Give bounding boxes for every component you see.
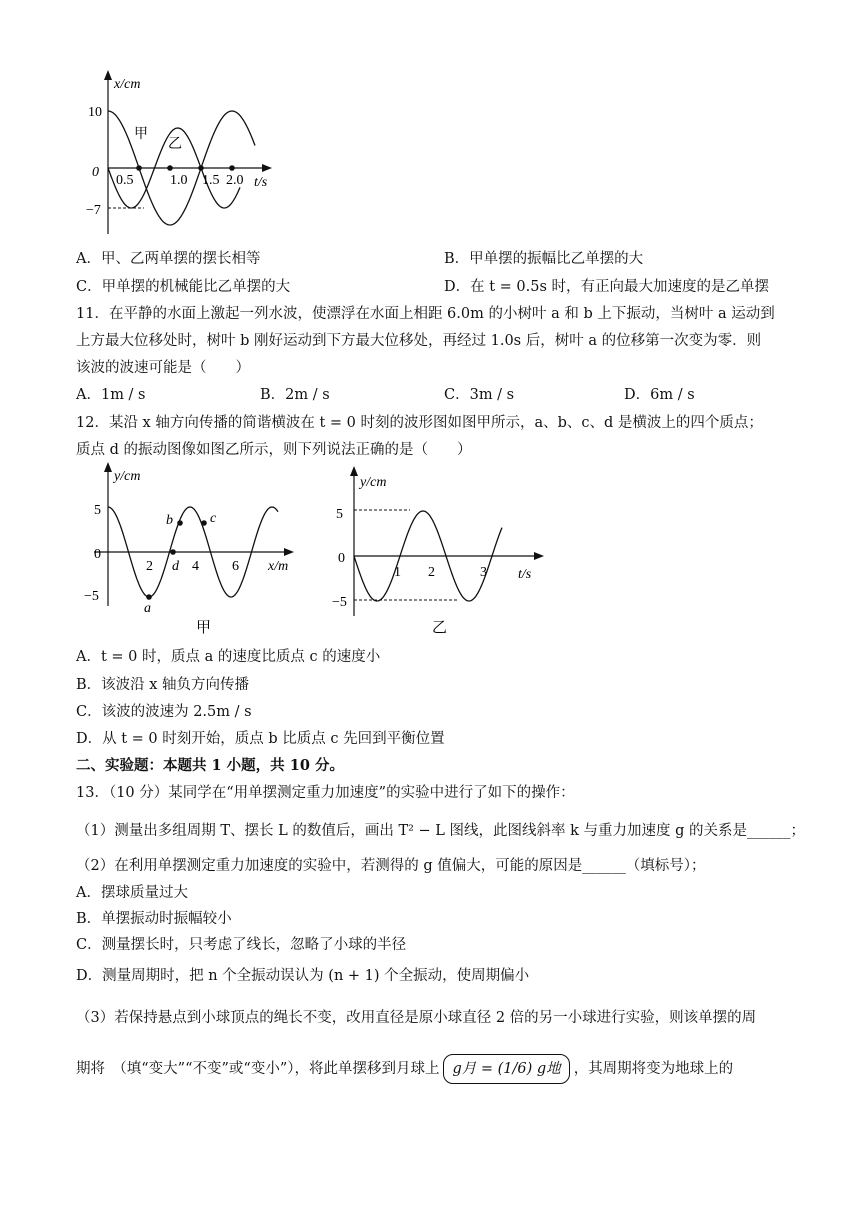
q13-part2: （2）在利用单摆测定重力加速度的实验中，若测得的 g 值偏大，可能的原因是______（填标号）；	[76, 858, 706, 874]
q13-part3-text-a: 期将 （填“变大”“不变”或“变小”），将此单摆移到月球上	[76, 1061, 440, 1077]
crossing-dot	[198, 165, 204, 171]
q10-option-c: C．甲单摆的机械能比乙单摆的大	[76, 279, 291, 295]
q13-part3-line2	[76, 1054, 733, 1084]
q11-option-d: D．6m / s	[624, 387, 695, 403]
x-tick-label: 1.0	[170, 173, 188, 188]
origin-label: 0	[92, 165, 99, 180]
section-title: 二、实验题：本题共 1 小题，共 10 分。	[76, 757, 344, 774]
q12-option-c: C．该波的波速为 2.5m / s	[76, 704, 252, 720]
q12-option-a: A．t = 0 时，质点 a 的速度比质点 c 的速度小	[76, 649, 381, 665]
x-tick-label: 4	[192, 559, 199, 574]
crossing-dot	[167, 165, 173, 171]
y-tick-label: 10	[88, 105, 102, 120]
graph-yi	[332, 466, 552, 642]
point-label-a: a	[144, 601, 151, 616]
q13-option-c: C．测量摆长时，只考虑了线长，忽略了小球的半径	[76, 937, 407, 953]
y-tick-label: −5	[332, 595, 347, 610]
point-label-c: c	[210, 511, 217, 526]
q11-text-line1: 11．在平静的水面上激起一列水波，使漂浮在水面上相距 6.0m 的小树叶 a 和 b 上下振动，当树叶 a 运动到	[76, 306, 775, 322]
y-tick-label: 0	[338, 551, 345, 566]
y-axis-label: x/cm	[114, 77, 141, 92]
y-tick-label: −7	[86, 203, 101, 218]
q12-option-b: B．该波沿 x 轴负方向传播	[76, 677, 250, 693]
x-tick-label: 3	[480, 565, 487, 580]
q12-option-d: D．从 t = 0 时刻开始，质点 b 比质点 c 先回到平衡位置	[76, 731, 445, 747]
q13-intro: 13．（10 分）某同学在“用单摆测定重力加速度”的实验中进行了如下的操作：	[76, 785, 575, 801]
x-tick-label: 2	[146, 559, 153, 574]
x-axis-label: t/s	[518, 567, 532, 582]
crossing-dot	[136, 165, 142, 171]
x-tick-label: 1.5	[202, 173, 220, 188]
y-tick-label: 5	[94, 503, 101, 518]
x-tick-label: 1	[394, 565, 401, 580]
y-tick-label: −5	[84, 589, 99, 604]
crossing-dot	[229, 165, 235, 171]
q13-option-b: B．单摆振动时振幅较小	[76, 911, 232, 927]
point-b	[177, 520, 183, 526]
x-axis-label: t/s	[254, 175, 268, 190]
point-a	[146, 594, 152, 600]
q13-part3-line1: （3）若保持悬点到小球顶点的绳长不变，改用直径是原小球直径 2 倍的另一小球进行实验，则该单摆的周	[76, 1010, 757, 1026]
q12-text-line2: 质点 d 的振动图像如图乙所示，则下列说法正确的是（ ）	[76, 442, 472, 458]
q13-option-d: D．测量周期时，把 n 个全振动误认为 (n + 1) 个全振动，使周期偏小	[76, 968, 530, 984]
graph-q10	[80, 64, 280, 244]
q10-option-b: B．甲单摆的振幅比乙单摆的大	[444, 251, 644, 267]
y-axis-label: y/cm	[114, 469, 141, 484]
graph-jia	[82, 460, 302, 640]
caption-jia: 甲	[196, 620, 212, 636]
q12-text-line1: 12．某沿 x 轴方向传播的简谐横波在 t = 0 时刻的波形图如图甲所示，a、b、c、d 是横波上的四个质点；	[76, 415, 763, 431]
q11-text-line2: 上方最大位移处时，树叶 b 刚好运动到下方最大位移处，再经过 1.0s 后，树叶 a 的位移第一次变为零．则	[76, 333, 762, 349]
caption-yi: 乙	[432, 620, 448, 636]
point-label-b: b	[166, 513, 173, 528]
q13-part3-text-b: ，其周期将变为地球上的	[573, 1061, 734, 1077]
q11-text-line3: 该波的波速可能是（ ）	[76, 360, 250, 376]
q10-option-a: A．甲、乙两单摆的摆长相等	[76, 251, 261, 267]
y-tick-label: 0	[94, 547, 101, 562]
q10-option-d: D．在 t = 0.5s 时，有正向最大加速度的是乙单摆	[444, 279, 770, 295]
point-c	[201, 520, 207, 526]
y-tick-label: 5	[336, 507, 343, 522]
x-tick-label: 6	[232, 559, 239, 574]
point-label-d: d	[172, 559, 179, 574]
moon-gravity-formula: g月 = (1/6) g地	[443, 1054, 569, 1084]
q11-option-c: C．3m / s	[444, 387, 515, 403]
x-tick-label: 2.0	[226, 173, 244, 188]
x-tick-label: 2	[428, 565, 435, 580]
curve-label-yi: 乙	[168, 137, 182, 152]
q13-part1: （1）测量出多组周期 T、摆长 L 的数值后，画出 T² − L 图线，此图线斜率 k 与重力加速度 g 的关系是______；	[76, 823, 806, 839]
point-d	[170, 549, 176, 555]
q11-option-b: B．2m / s	[260, 387, 330, 403]
y-axis-label: y/cm	[360, 475, 387, 490]
q13-option-a: A．摆球质量过大	[76, 885, 188, 901]
x-tick-label: 0.5	[116, 173, 134, 188]
q11-option-a: A．1m / s	[76, 387, 146, 403]
curve-label-jia: 甲	[134, 127, 148, 142]
x-axis-label: x/m	[268, 559, 289, 574]
